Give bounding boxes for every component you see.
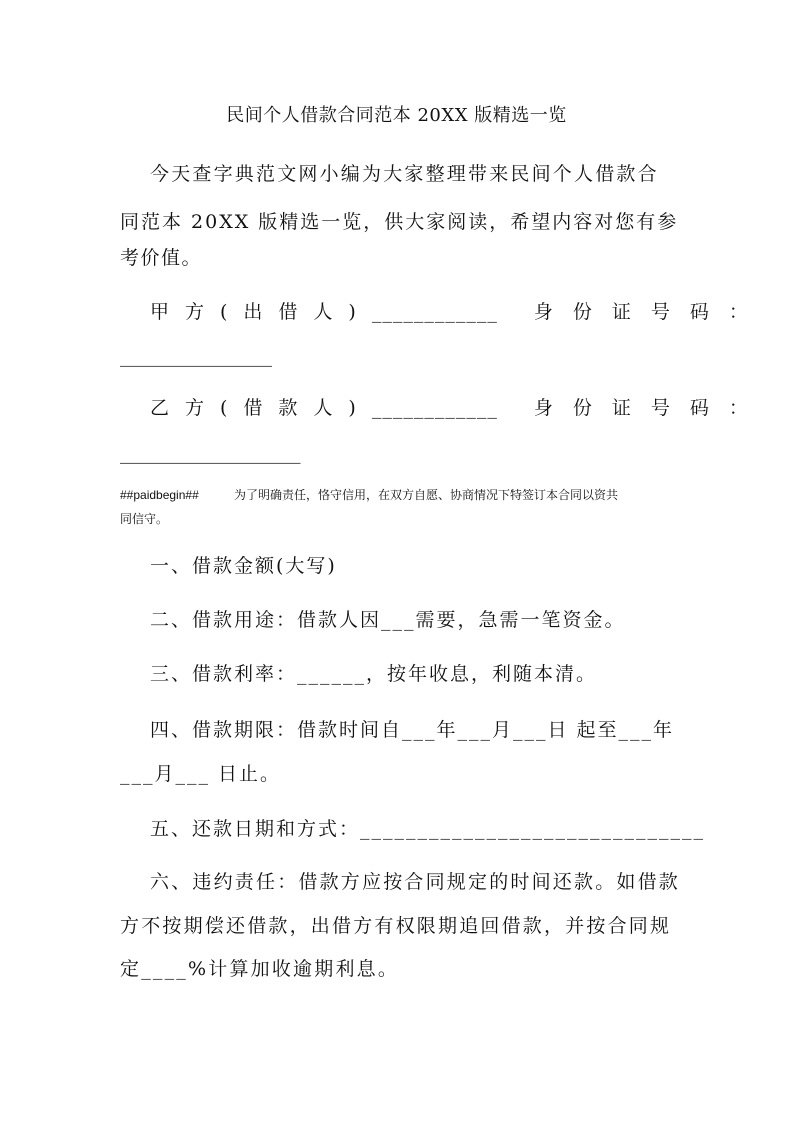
clause-3-interest: 三、借款利率：______，按年收息，利随本清。 [150,663,598,685]
intro-line-1: 今天查字典范文网小编为大家整理带来民间个人借款合 [150,163,659,185]
party-a-id-blank: ________________ [120,345,272,367]
party-b-label: 乙方(借款人) [150,397,372,419]
party-a-id-label: 身份证号码： [533,301,768,323]
clause-4-term-line-1: 四、借款期限：借款时间自___年___月___日 起至___年 [150,719,675,741]
party-b-row [150,396,768,420]
clause-1-amount: 一、借款金额(大写) [150,555,337,577]
party-a-name-blank: ____________ [371,301,498,323]
clause-5-repayment: 五、还款日期和方式：______________________________ [150,818,706,840]
paid-marker: ##paidbegin## [120,488,199,502]
party-b-name-blank: ____________ [371,397,498,419]
preamble-line-2: 同信守。 [120,512,169,526]
clause-6-liability-line-2: 方不按期偿还借款，出借方有权限期追回借款，并按合同规 [120,915,672,937]
intro-line-2: 同范本 20XX 版精选一览，供大家阅读，希望内容对您有参 [120,211,679,233]
party-b-id-blank: ___________________ [120,442,301,464]
preamble-line-1: 为了明确责任，恪守信用，在双方自愿、协商情况下特签订本合同以资共 [234,488,619,502]
clause-6-liability-line-3: 定____%计算加收逾期利息。 [120,958,400,980]
clause-2-purpose: 二、借款用途：借款人因___需要，急需一笔资金。 [150,609,626,631]
intro-line-3: 考价值。 [120,247,203,269]
party-a-row [150,300,768,324]
document-title: 民间个人借款合同范本 20XX 版精选一览 [226,105,567,126]
clause-4-term-line-2: ___月___ 日止。 [120,763,282,785]
clause-6-liability-line-1: 六、违约责任：借款方应按合同规定的时间还款。如借款 [150,871,681,893]
party-a-label: 甲方(出借人) [150,301,372,323]
party-b-id-label: 身份证号码： [533,397,768,419]
